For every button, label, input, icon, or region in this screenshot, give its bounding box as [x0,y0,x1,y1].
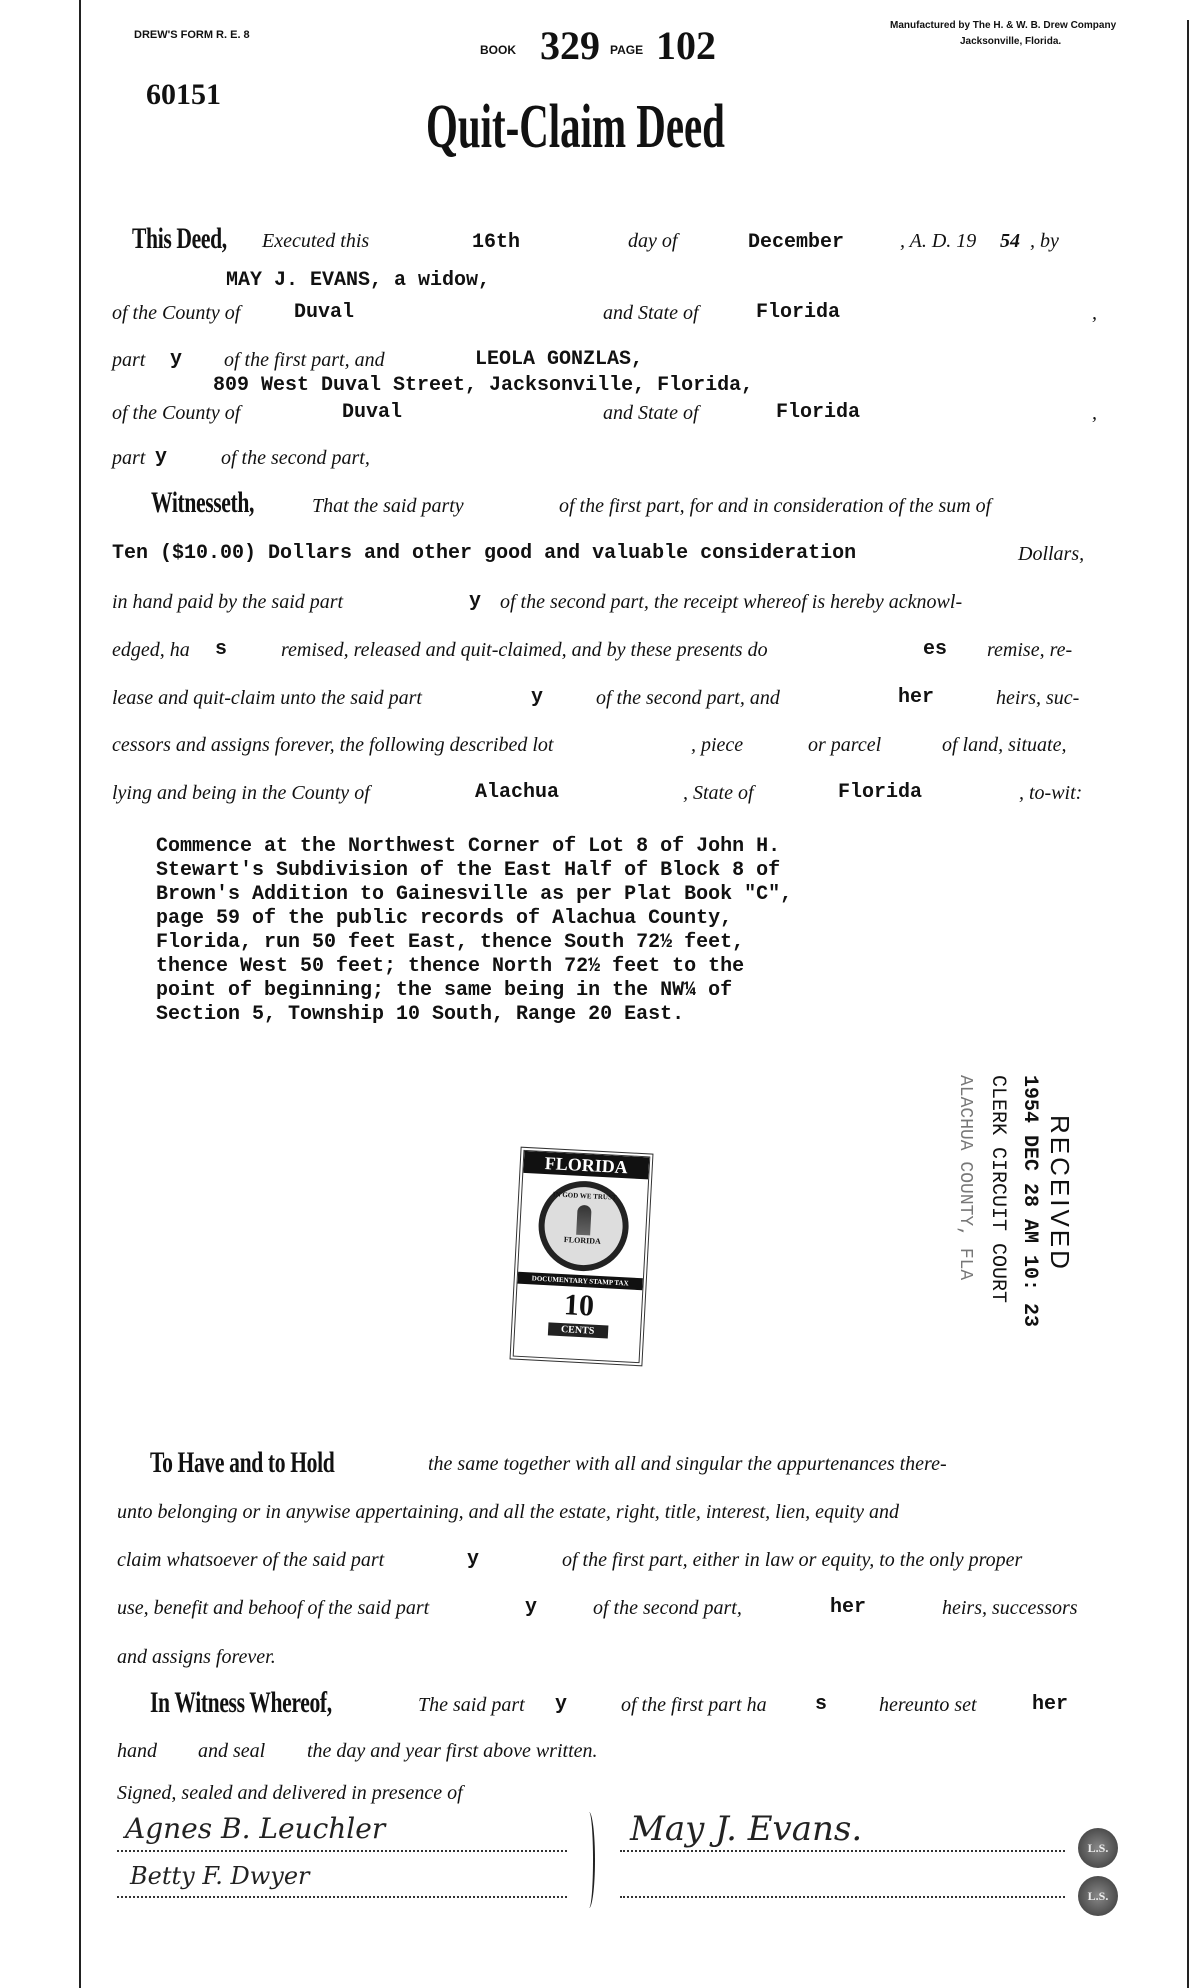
description-line: Section 5, Township 10 South, Range 20 East. [156,1003,685,1026]
day-of-label: day of [628,230,678,252]
pronoun: her [898,686,935,709]
seal-label: L.S. [1087,1840,1109,1855]
witness1-signature: Agnes B. Leuchler [125,1812,386,1845]
text: of the first part, for and in consideration of the sum of [559,495,992,517]
palm-tree-icon [576,1205,592,1236]
text: of the second part, and [596,687,780,709]
text: heirs, suc- [996,687,1080,709]
grantor-county: Duval [294,301,355,324]
description-line: thence West 50 feet; thence North 72½ feet to the [156,955,745,978]
grantee-name: LEOLA GONZLAS, [475,348,644,371]
book-label: BOOK [480,43,516,57]
text: claim whatsoever of the said part [117,1549,385,1571]
verb-suffix: s [815,1693,828,1716]
left-margin-rule [79,0,81,1988]
seal-icon [1078,1828,1118,1868]
right-margin-rule [1187,20,1189,1988]
stamp-unit: CENTS [547,1322,608,1338]
seal-state: FLORIDA [563,1235,601,1246]
witness2-signature-line [117,1896,567,1898]
brace-icon [583,1812,595,1908]
text: of the first part, either in law or equity, to the only proper [562,1549,1023,1571]
grantee-address: 809 West Duval Street, Jacksonville, Florida, [213,374,754,397]
text: of land, situate, [942,734,1067,756]
received-label: RECEIVED [1045,1115,1075,1272]
text: Dollars, [1018,543,1085,565]
by-label: , by [1030,230,1059,252]
description-line: Commence at the Northwest Corner of Lot 8 of John H. [156,835,781,858]
text: the day and year first above written. [307,1740,598,1762]
text: hand [117,1740,157,1762]
first-part-label: of the first part, and [224,349,385,371]
text: remised, released and quit-claimed, and by these presents do [281,639,768,661]
description-line: Brown's Addition to Gainesville as per Plat Book "C", [156,883,793,906]
comma: , [1092,302,1097,324]
grantee-county: Duval [342,401,403,424]
second-signature-line [620,1896,1065,1898]
party-suffix: y [170,348,183,371]
party-suffix: y [467,1548,480,1571]
consideration-amount: Ten ($10.00) Dollars and other good and valuable consideration [112,542,857,565]
received-stamp [945,1075,1075,1355]
text: and seal [198,1740,266,1762]
verb-suffix: s [215,638,228,661]
party-suffix: y [531,686,544,709]
stamp-motto: IN GOD WE TRUST [552,1190,617,1202]
text: the same together with all and singular the appurtenances there- [428,1453,947,1475]
text: and assigns forever. [117,1646,276,1668]
page-title: Quit-Claim Deed [426,93,725,161]
stamp-state: FLORIDA [523,1151,649,1180]
text: cessors and assigns forever, the following described lot [112,734,554,756]
text: of the second part, the receipt whereof is hereby acknowl- [500,591,963,613]
executed-label: Executed this [262,230,370,252]
manufacturer-line1: Manufactured by The H. & W. B. Drew Company [890,20,1117,31]
county-label: of the County of [112,302,241,324]
text: hereunto set [879,1694,977,1716]
text: , to-wit: [1019,782,1083,804]
text: , piece [691,734,744,756]
pronoun: her [1032,1693,1069,1716]
description-line: point of beginning; the same being in the NW¼ of [156,979,733,1002]
description-line: Stewart's Subdivision of the East Half of Block 8 of [156,859,781,882]
this-deed-heading: This Deed, [132,222,227,255]
seal-icon [1078,1876,1118,1916]
file-number: 60151 [146,78,221,111]
ad-label: , A. D. 19 [900,230,977,252]
party-suffix: y [555,1693,568,1716]
page-number: 102 [656,23,716,68]
party-suffix: y [525,1596,538,1619]
text: remise, re- [987,639,1073,661]
state-label: and State of [603,302,699,324]
text: heirs, successors [942,1597,1078,1619]
state-seal-icon [536,1179,631,1274]
part-label: part [112,447,146,469]
part-label: part [112,349,146,371]
testimonium-heading: In Witness Whereof, [150,1686,332,1719]
page-label: PAGE [610,43,644,57]
witnesseth-heading: Witnesseth, [151,486,255,519]
text: or parcel [808,734,882,756]
text: , State of [683,782,754,804]
description-line: Florida, run 50 feet East, thence South 72½ feet, [156,931,745,954]
grantor-signature-line [620,1850,1065,1852]
grantor-name: MAY J. EVANS, a widow, [226,269,491,292]
party-suffix: y [155,446,168,469]
text: in hand paid by the said part [112,591,344,613]
text: unto belonging or in anywise appertaining, and all the estate, right, title, interest, lien, equity and [117,1501,899,1523]
text: lease and quit-claim unto the said part [112,687,422,709]
habendum-heading: To Have and to Hold [150,1446,335,1479]
signed-in-presence-label: Signed, sealed and delivered in presence of [117,1782,463,1804]
text: of the second part, [593,1597,742,1619]
party-suffix: y [469,590,482,613]
clerk-label: CLERK CIRCUIT COURT [986,1075,1009,1304]
text: edged, ha [112,639,190,661]
witness1-signature-line [117,1850,567,1852]
county-label: of the County of [112,402,241,424]
county-label: ALACHUA COUNTY, FLA [955,1075,975,1281]
witness2-signature: Betty F. Dwyer [130,1862,310,1890]
text: The said part [418,1694,525,1716]
execution-month: December [748,231,845,254]
execution-year: 54 [1000,230,1020,252]
second-part-label: of the second part, [221,447,370,469]
text: use, benefit and behoof of the said part [117,1597,430,1619]
text: That the said party [312,495,464,517]
property-state: Florida [838,781,923,804]
stamp-value: 10 [563,1288,595,1323]
description-line: page 59 of the public records of Alachua County, [156,907,733,930]
stamp-type: DOCUMENTARY STAMP TAX [517,1272,642,1291]
form-id: DREW'S FORM R. E. 8 [134,29,250,41]
text: of the first part ha [621,1694,767,1716]
received-date: 1954 DEC 28 AM 10: 23 [1018,1075,1041,1328]
state-label: and State of [603,402,699,424]
comma: , [1092,402,1097,424]
grantor-signature: May J. Evans. [630,1809,863,1849]
verb-suffix: es [923,638,948,661]
manufacturer-line2: Jacksonville, Florida. [960,36,1062,47]
property-county: Alachua [475,781,560,804]
documentary-tax-stamp [510,1147,654,1367]
seal-label: L.S. [1087,1888,1109,1903]
text: lying and being in the County of [112,782,370,804]
pronoun: her [830,1596,867,1619]
book-number: 329 [540,23,600,68]
grantee-state: Florida [776,401,861,424]
grantor-state: Florida [756,301,841,324]
execution-day: 16th [472,231,521,254]
